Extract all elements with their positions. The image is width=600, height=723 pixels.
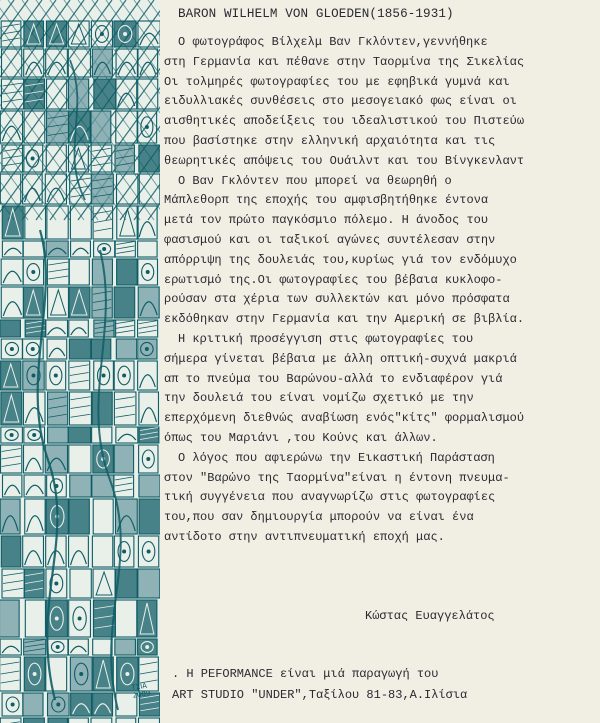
body-line: στον "Βαρώνο της Ταορμίνα"είναι η έντονη πνευμα- [164,470,510,485]
body-line: αντίδοτο στην αντιπνευματική εποχή μας. [164,529,445,544]
mosaic-tile [24,718,45,723]
body-line: απ το πνεύμα του Βαρώνου-αλλά το ενδιαφέρον γιά [164,371,503,386]
body-line: τική συγγένεια που αναγνωρίζω στις φωτογραφίες [164,490,496,505]
mosaic-tile [47,206,68,239]
hatch-doodle [70,414,90,417]
hatch-doodle [1,671,20,674]
body-line: σήμερα γίνεται βέβαια με άλλη οπτική-συχνά μακριά [164,351,517,366]
mosaic-tile [92,536,112,567]
hatch-doodle [48,269,68,272]
hatch-doodle [139,330,157,333]
mosaic-tile [91,718,112,723]
curve-doodle [71,551,87,565]
hatch-doodle [116,246,134,249]
curve-doodle [3,271,21,283]
hatch-doodle [2,38,20,41]
eye-pupil-doodle [54,374,58,378]
curve-doodle [4,485,19,495]
eye-pupil-doodle [31,270,35,274]
hatch-doodle [140,671,157,674]
body-text [164,33,596,548]
eye-pupil-doodle [31,347,35,351]
hatch-doodle [2,24,20,27]
mosaic-tile [91,111,111,143]
eye-pupil-doodle [125,672,129,676]
hatch-doodle [139,326,157,329]
mosaic-tile [23,693,43,716]
hatch-doodle [115,397,135,400]
body-line: Οι τολμηρές φωτογραφίες του με εφηβικά γυμνά και [164,74,510,89]
hatch-doodle [70,373,89,376]
mosaic-tile [138,569,160,598]
mosaic-tile [94,79,116,109]
hatch-doodle [2,449,21,452]
mosaic-tile [48,427,69,443]
eye-pupil-doodle [79,672,83,676]
mosaic-tile [1,536,20,567]
eye-pupil-doodle [11,703,15,707]
hatch-doodle [70,380,89,383]
mosaic-tile [25,600,45,637]
hatch-doodle [92,163,111,166]
mosaic-tile [71,241,91,257]
hatch-doodle [116,242,134,245]
hatch-doodle [115,326,134,329]
mosaic-tile [138,241,157,257]
mosaic-tile [114,445,133,473]
mosaic-tile [69,718,89,723]
mosaic-tile [2,241,23,257]
hatch-doodle [140,662,157,665]
mosaic-tile [139,475,160,497]
curve-doodle [49,348,65,357]
hatch-doodle [70,365,89,368]
hatch-doodle [94,211,112,214]
hatch-doodle [115,406,135,409]
curve-doodle [118,434,136,441]
hatch-doodle [2,456,21,459]
body-line: Ο Βαν Γκλόντεν που μπορεί να θεωρηθή ο [178,173,452,188]
hatch-doodle [3,581,23,584]
eye-pupil-doodle [32,433,36,437]
body-line: στη Γερμανία και πέθανε στην Ταορμίνα της Σικελίας [164,54,525,69]
mosaic-tile [0,320,20,337]
curve-doodle [2,646,19,653]
mosaic-tile [69,259,89,285]
mosaic-tile [70,206,91,239]
hatch-doodle [48,276,68,279]
mosaic-tile [70,475,91,497]
body-line: Η κριτική προσέγγιση στις φωτογραφίες του [178,331,474,346]
eye-pupil-doodle [31,374,35,378]
mosaic-tile [92,475,114,497]
mosaic-tile [93,639,112,655]
body-line: Ο φωτογράφος Βίλχελμ Βαν Γκλόντεν,γεννήθηκε [178,35,488,49]
hatch-doodle [1,662,20,665]
hatch-doodle [1,680,20,683]
mosaic-tile [137,600,157,637]
mosaic-tile [115,639,136,655]
hatch-doodle [2,99,22,102]
curve-doodle [73,248,89,255]
mosaic-tile [139,145,159,172]
curve-doodle [48,62,66,75]
mosaic-tile [68,639,88,655]
body-line: θεωρητικές απόψεις του Ουάιλντ και του Βίνγκενλαντ [164,153,525,168]
eye-pupil-doodle [55,617,59,621]
curve-doodle [140,375,156,388]
mosaic-tile [69,339,90,359]
eye-pupil-doodle [31,157,35,161]
eye-pupil-doodle [145,645,149,649]
hatch-doodle [94,220,112,223]
body-line: μετά τον πρώτο παγκόσμιο πόλεμο. Η άνοδος του [164,213,489,228]
hatch-doodle [115,414,135,417]
mosaic-tile [92,427,112,443]
mosaic-tile [116,427,138,443]
triangle-doodle [120,209,135,236]
hatch-doodle [48,262,68,265]
author-signature: Κώστας Ευαγγελάτος [365,609,495,623]
mosaic-tile [0,639,21,655]
mosaic-tile [23,241,44,257]
eye-pupil-doodle [10,347,14,351]
body-line: ερωτισμό της.Οι φωτογραφίες του βέβαια κυκλοφο- [164,272,503,287]
curve-doodle [71,328,87,335]
curve-doodle [70,646,86,653]
eye-pupil-doodle [54,582,58,586]
body-line: εκδόθηκαν στην Γερμανία και την Αμερική σε βιβλία. [164,312,525,327]
mosaic-tile [116,718,136,723]
mosaic-tile [139,718,160,723]
mosaic-tile [115,600,136,637]
eye-pupil-doodle [102,374,106,378]
eye-pupil-doodle [122,374,126,378]
eye-pupil-doodle [147,550,151,554]
mosaic-tile [48,718,67,723]
decorative-artwork [0,0,160,723]
triangle-doodle [51,290,66,315]
hatch-doodle [115,321,134,324]
hatch-doodle [94,228,112,231]
hatch-doodle [116,251,134,254]
mosaic-tile [92,392,112,425]
hatch-doodle [115,330,134,333]
curve-doodle [27,516,43,532]
mosaic-tile [70,569,91,598]
eye-pupil-doodle [56,703,60,707]
eye-pupil-doodle [145,347,149,351]
eye-pupil-doodle [146,270,150,274]
mosaic-tile [116,339,138,359]
body-line: όπως του Μαριάνι ,του Κούνς και άλλων. [164,430,438,445]
eye-pupil-doodle [123,32,127,36]
body-line: απόρριψη της δουλειάς του,κυρίως γιά τον ενδόμυχο [164,252,517,267]
curve-doodle [47,328,65,335]
curve-doodle [25,408,43,423]
body-line: φασισμού και οι ταξικοί αγώνες συντέλεσαν στην [164,232,496,247]
hatch-doodle [70,406,90,409]
mosaic-tile [46,145,66,172]
eye-pupil-doodle [146,457,150,461]
hatch-doodle [2,464,21,467]
body-line: ρούσαν στα χέρια των συλλεκτών και μόνο πρόσφατα [164,292,510,307]
hatch-doodle [70,397,90,400]
text-column [164,6,596,548]
triangle-doodle [71,148,85,169]
mosaic-tile [45,320,67,337]
hatch-doodle [139,321,157,324]
curve-doodle [141,408,157,423]
hatch-doodle [115,489,133,492]
eye-pupil-doodle [122,550,126,554]
curve-doodle [3,302,21,316]
triangle-doodle [96,572,112,595]
eye-pupil-doodle [145,125,149,129]
mosaic-tile [69,499,89,534]
artwork-drawing [0,0,160,723]
hatch-doodle [115,483,133,486]
mosaic-tile [139,499,160,534]
curve-doodle [4,248,21,255]
eye-pupil-doodle [78,617,82,621]
curve-doodle [25,458,41,471]
artist-signature: ΤΣΙΑ 2009 [131,681,151,700]
eye-pupil-doodle [102,247,106,251]
mosaic-tile [0,600,19,637]
eye-pupil-doodle [56,645,60,649]
body-line: αισθητικές αποδείξεις του ιδεαλιστικού του Πιστεύω [164,114,525,129]
body-line: ειδυλλιακές συνθέσεις στο μεσογειακό φως είναι οι [164,94,517,109]
eye-pupil-doodle [100,32,104,36]
curve-doodle [25,551,42,565]
curve-doodle [26,485,43,495]
eye-pupil-doodle [10,433,14,437]
body-line: επερχόμενη διεθνώς αναβίωση ενός"κίτς" φορμαλισμού [164,411,525,426]
mosaic-tile [46,241,68,257]
body-line: του,που σαν δημιουργία μπορούν να είναι ένα [164,510,474,525]
production-note [172,664,467,706]
curve-doodle [139,222,155,237]
body-line: Μάπλεθορπ της εποχής του αμφισβητήθηκε έντονα [164,193,489,208]
mosaic-tile [117,259,138,285]
mosaic-tile [68,427,90,443]
production-note-line-2: ART STUDIO "UNDER",Ταξίλου 81-83,Α.Ιλίσια [172,688,468,702]
document-title: BARON WILHELM VON GLOEDEN(1856-1931) [178,7,454,21]
mosaic-tile [69,445,91,473]
body-line: την δουλειά του είναι νομίζω σχετικό με την [164,391,474,406]
mosaic-tile [93,499,113,534]
production-note-line-1: . Η PEFORMANCE είναι μιά παραγωγή του [172,667,439,681]
body-line: Ο λόγος που αφιερώνω την Εικαστική Παράσταση [178,450,495,465]
hatch-doodle [3,588,23,591]
body-line: που βασίστηκε στην ελληνική αρχαιότητα και τις [164,133,496,148]
mosaic-tile [114,287,135,318]
mosaic-tile [68,79,88,109]
eye-pupil-doodle [33,672,37,676]
hatch-doodle [115,477,133,480]
hatch-doodle [3,573,23,576]
mosaic-tile [91,339,110,359]
